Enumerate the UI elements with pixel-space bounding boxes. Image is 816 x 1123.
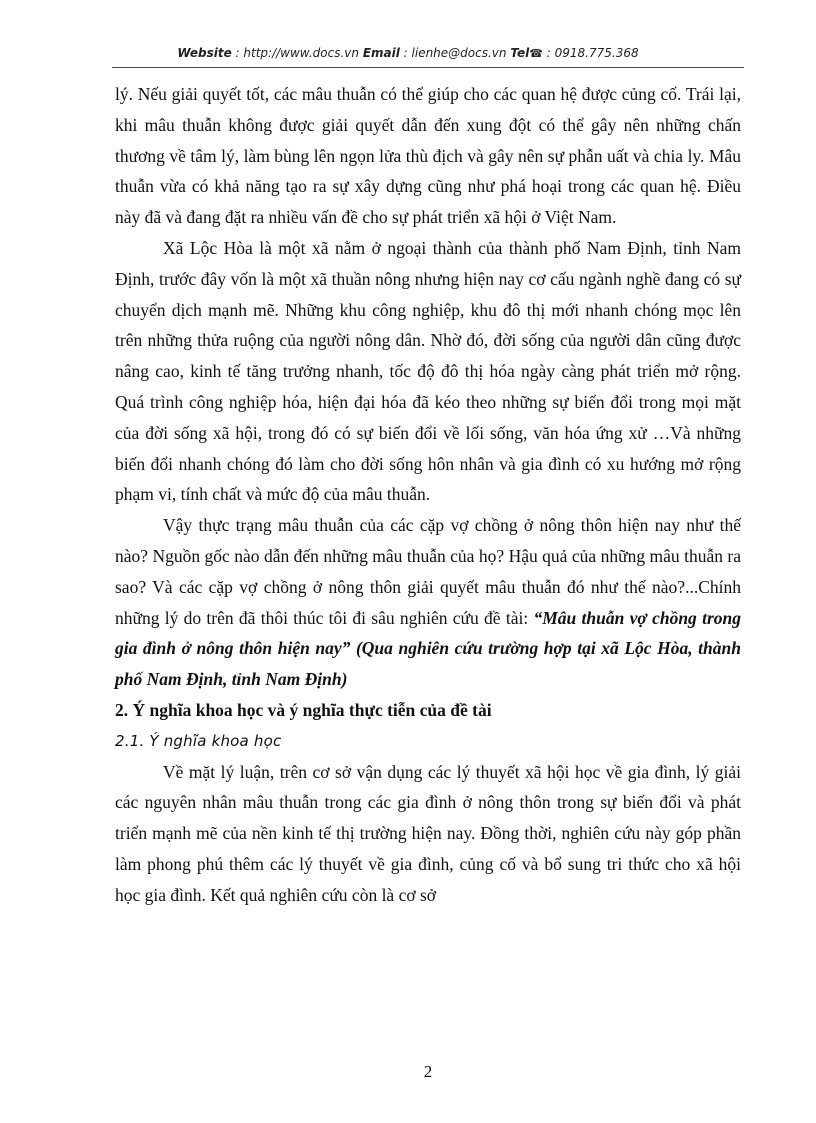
paragraph-3 <box>115 510 741 695</box>
email-value: : lienhe@docs.vn <box>403 46 507 60</box>
section-heading: 2. Ý nghĩa khoa học và ý nghĩa thực tiễn của đề tài <box>115 699 492 720</box>
document-body <box>115 79 741 911</box>
subsection-heading: 2.1. Ý nghĩa khoa học <box>115 731 282 750</box>
paragraph-2: Xã Lộc Hòa là một xã nằm ở ngoại thành của thành phố Nam Định, tỉnh Nam Định, trước đây vốn là một xã thuần nông nhưng hiện nay cơ cấu ngành nghề đang có sự chuyển dịch mạnh mẽ. Những khu công nghiệp, khu đô thị mới nhanh chóng mọc lên trên những thửa ruộng của người nông dân. Nhờ đó, đời sống của người dân cũng được nâng cao, kinh tế tăng trưởng nhanh, tốc độ đô thị hóa ngày càng phát triển mở rộng. Quá trình công nghiệp hóa, hiện đại hóa đã kéo theo những sự biến đổi trong mọi mặt của đời sống xã hội, trong đó có sự biến đổi về lối sống, văn hóa ứng xử …Và những biến đổi nhanh chóng đó làm cho đời sống hôn nhân và gia đình có xu hướng mở rộng phạm vi, tính chất và mức độ của mâu thuẫn. <box>115 237 741 505</box>
header-divider <box>112 67 744 68</box>
phone-icon: ☎ <box>529 47 543 60</box>
paragraph-4: Về mặt lý luận, trên cơ sở vận dụng các lý thuyết xã hội học về gia đình, lý giải các nguyên nhân mâu thuẫn trong các gia đình ở nông thôn trong sự biến đổi và phát triển mạnh mẽ của nền kinh tế thị trường hiện nay. Đồng thời, nghiên cứu này góp phần làm phong phú thêm các lý thuyết về gia đình, củng cố và bổ sung tri thức cho xã hội học gia đình. Kết quả nghiên cứu còn là cơ sở <box>115 761 741 905</box>
website-label: Website <box>177 46 232 60</box>
website-value: : http://www.docs.vn <box>235 46 359 60</box>
tel-label: Tel <box>510 46 530 60</box>
email-label: Email <box>362 46 400 60</box>
paragraph-3-text: Vậy thực trạng mâu thuẫn của các cặp vợ chồng ở nông thôn hiện nay như thế nào? Nguồn gốc nào dẫn đến những mâu thuẫn của họ? Hậu quả của những mâu thuẫn ra sao? Và các cặp vợ chồng ở nông thôn giải quyết mâu thuẫn đó như thế nào?...Chính những lý do trên đã thôi thúc tôi đi sâu nghiên cứu đề tài: <box>115 515 741 628</box>
research-title: “Mâu thuẫn vợ chồng trong gia đình ở nông thôn hiện nay” (Qua nghiên cứu trường hợp tại xã Lộc Hòa, thành phố Nam Định, tỉnh Nam Định) <box>115 607 741 690</box>
tel-value: : 0918.775.368 <box>546 46 639 60</box>
page-number: 2 <box>423 1062 433 1081</box>
page-header <box>0 46 816 60</box>
paragraph-1: lý. Nếu giải quyết tốt, các mâu thuẫn có thể giúp cho các quan hệ được củng cố. Trái lại, khi mâu thuẫn không được giải quyết dẫn đến xung đột có thể gây nên những chấn thương về tâm lý, làm bùng lên ngọn lửa thù địch và gây nên sự phẫn uất và chia ly. Mâu thuẫn vừa có khả năng tạo ra sự xây dựng cũng như phá hoại trong các quan hệ. Điều này đã và đang đặt ra nhiều vấn đề cho sự phát triển xã hội ở Việt Nam. <box>115 84 741 228</box>
